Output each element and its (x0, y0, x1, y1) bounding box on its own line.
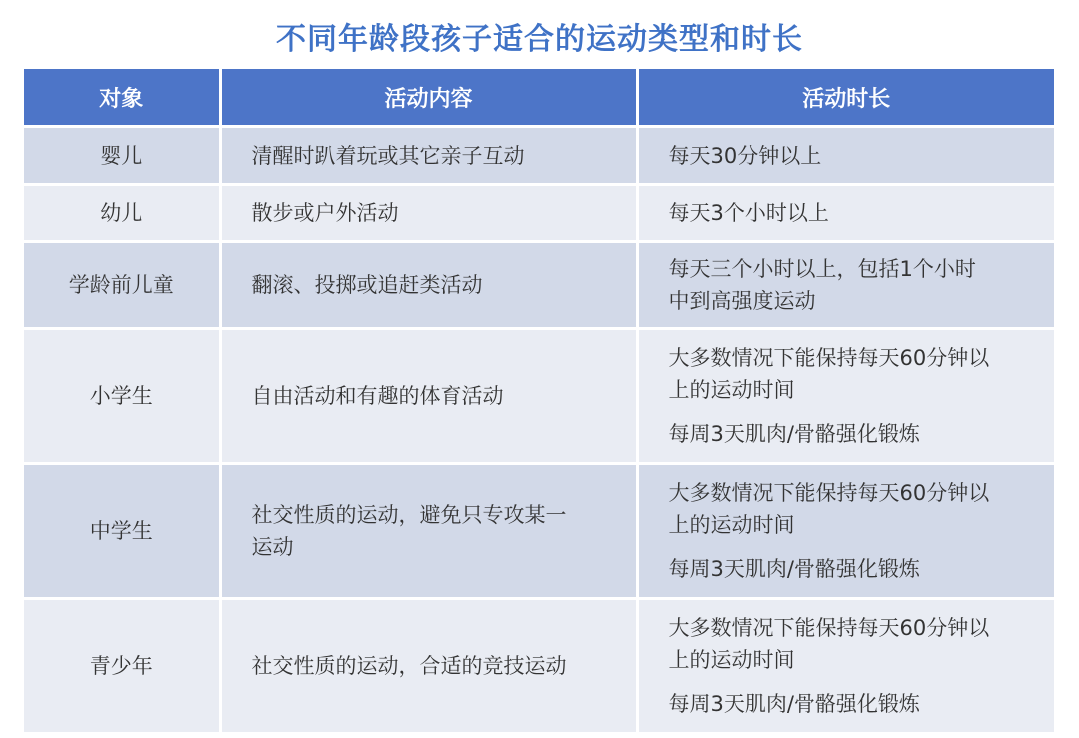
cell-object: 婴儿 (24, 127, 220, 185)
cell-duration (637, 127, 1054, 185)
activity-line: 清醒时趴着玩或其它亲子互动 (251, 143, 525, 168)
table-row (24, 329, 1054, 464)
table-row (24, 599, 1054, 733)
duration-line: 上的运动时间 (668, 513, 795, 537)
cell-duration (637, 185, 1054, 242)
activity-line: 社交性质的运动，避免只专攻某一 (251, 503, 567, 527)
duration-line: 每天30分钟以上 (668, 143, 822, 168)
activity-line: 自由活动和有趣的体育活动 (251, 384, 504, 408)
duration-line: 每天三个小时以上，包括1个小时 (668, 257, 976, 281)
table-row (24, 185, 1054, 242)
duration-line: 每天3个小时以上 (668, 201, 829, 225)
exercise-table (24, 69, 1054, 732)
activity-line: 社交性质的运动，合适的竞技运动 (251, 654, 567, 678)
cell-duration (637, 242, 1054, 329)
table-header-row (24, 69, 1054, 127)
page-title: 不同年龄段孩子适合的运动类型和时长 (276, 22, 803, 57)
cell-activity (220, 185, 637, 242)
cell-object: 学龄前儿童 (24, 242, 220, 329)
cell-object: 幼儿 (24, 185, 220, 242)
duration-extra: 每周3天肌肉/骨骼强化锻炼 (668, 557, 920, 581)
header-object: 对象 (24, 69, 220, 127)
header-duration: 活动时长 (637, 69, 1054, 127)
cell-activity (220, 242, 637, 329)
header-activity: 活动内容 (220, 69, 637, 127)
duration-extra: 每周3天肌肉/骨骼强化锻炼 (668, 422, 920, 446)
duration-line: 上的运动时间 (668, 378, 795, 402)
duration-line: 大多数情况下能保持每天60分钟以 (668, 616, 990, 640)
duration-line: 上的运动时间 (668, 648, 795, 672)
duration-extra: 每周3天肌肉/骨骼强化锻炼 (668, 692, 920, 716)
cell-duration (637, 599, 1054, 733)
cell-duration (637, 464, 1054, 599)
duration-line: 大多数情况下能保持每天60分钟以 (668, 481, 990, 505)
cell-activity (220, 329, 637, 464)
cell-activity (220, 599, 637, 733)
cell-duration (637, 329, 1054, 464)
activity-line: 运动 (251, 535, 294, 559)
cell-object: 青少年 (24, 599, 220, 733)
table-row (24, 242, 1054, 329)
cell-object: 中学生 (24, 464, 220, 599)
cell-activity (220, 127, 637, 185)
duration-line: 大多数情况下能保持每天60分钟以 (668, 346, 990, 370)
activity-line: 翻滚、投掷或追赶类活动 (251, 273, 483, 297)
cell-object: 小学生 (24, 329, 220, 464)
table-row (24, 127, 1054, 185)
duration-line: 中到高强度运动 (668, 289, 816, 313)
table-row (24, 464, 1054, 599)
activity-line: 散步或户外活动 (251, 201, 399, 225)
cell-activity (220, 464, 637, 599)
